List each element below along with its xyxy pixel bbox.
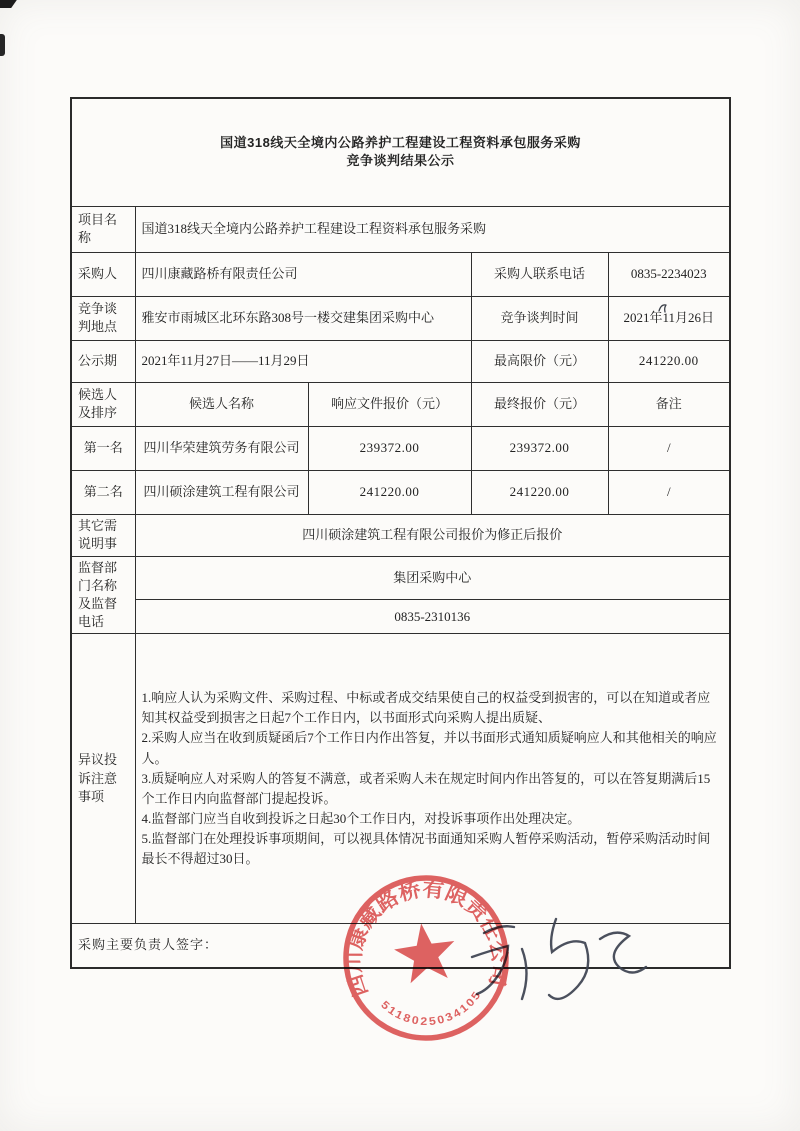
objection-item-2: 2.采购人应当在收到质疑函后7个工作日内作出答复，并以书面形式通知质疑响应人和其他相关的响应人。 — [141, 730, 717, 766]
negotiation-row — [71, 296, 730, 340]
negotiation-time-label: 竞争谈判时间 — [471, 296, 608, 340]
negotiation-time-text: 2021年11月26日 — [623, 309, 715, 325]
candidate-1-doc-price: 239372.00 — [308, 426, 471, 470]
company-seal-stamp — [310, 842, 542, 1074]
other-notes-value: 四川硕涂建筑工程有限公司报价为修正后报价 — [135, 514, 730, 556]
publicity-period-label: 公示期 — [71, 340, 135, 382]
candidate-name-header: 候选人名称 — [135, 382, 308, 426]
candidate-1-rank: 第一名 — [71, 426, 135, 470]
objection-item-3: 3.质疑响应人对采购人的答复不满意，或者采购人未在规定时间内作出答复的，可以在答复期满后15个工作日内向监督部门提起投诉。 — [141, 770, 711, 806]
candidate-1-remark: / — [608, 426, 730, 470]
candidate-2-doc-price: 241220.00 — [308, 470, 471, 514]
purchaser-row — [71, 252, 730, 296]
candidate-row-2 — [71, 470, 730, 514]
candidates-header-row — [71, 382, 730, 426]
negotiation-time-value — [608, 296, 730, 340]
max-price-label: 最高限价（元） — [471, 340, 608, 382]
max-price-value: 241220.00 — [608, 340, 730, 382]
other-notes-row — [71, 514, 730, 556]
title-line-1: 国道318线天全境内公路养护工程建设工程资料承包服务采购 — [220, 135, 581, 151]
procurement-result-table — [70, 97, 731, 969]
document-title — [71, 98, 730, 206]
candidate-1-name: 四川华荣建筑劳务有限公司 — [135, 426, 308, 470]
seal-star-icon — [391, 919, 459, 985]
scan-artifact-corner — [0, 0, 17, 8]
seal-number-text: 5118025034105 — [378, 988, 484, 1029]
candidate-row-1 — [71, 426, 730, 470]
candidate-2-name: 四川硕涂建筑工程有限公司 — [135, 470, 308, 514]
purchaser-phone-value: 0835-2234023 — [608, 252, 730, 296]
negotiation-place-label: 竞争谈判地点 — [71, 296, 135, 340]
supervision-name-value: 集团采购中心 — [135, 556, 730, 600]
objection-item-5: 5.监督部门在处理投诉事项期间，可以视具体情况书面通知采购人暂停采购活动，暂停采购活动时间最长不得超过30日。 — [141, 831, 711, 867]
publicity-period-value: 2021年11月27日——11月29日 — [135, 340, 471, 382]
other-notes-label: 其它需说明事 — [71, 514, 135, 556]
title-line-2: 竞争谈判结果公示 — [346, 153, 455, 169]
objection-item-4: 4.监督部门应当自收到投诉之日起30个工作日内，对投诉事项作出处理决定。 — [141, 810, 581, 826]
supervision-label: 监督部门名称及监督电话 — [71, 556, 135, 634]
candidate-2-final-price: 241220.00 — [471, 470, 608, 514]
candidate-1-final-price: 239372.00 — [471, 426, 608, 470]
title-row — [71, 98, 730, 206]
candidates-label: 候选人及排序 — [71, 382, 135, 426]
candidate-2-rank: 第二名 — [71, 470, 135, 514]
project-name-row — [71, 206, 730, 252]
purchaser-label: 采购人 — [71, 252, 135, 296]
supervision-phone-value: 0835-2310136 — [135, 600, 730, 634]
seal-company-text: 四川康藏路桥有限责任公司 — [343, 878, 511, 1000]
supervision-row-1 — [71, 556, 730, 600]
supervision-row-2 — [71, 600, 730, 634]
candidate-2-remark: / — [608, 470, 730, 514]
remark-header: 备注 — [608, 382, 730, 426]
doc-price-header: 响应文件报价（元） — [308, 382, 471, 426]
negotiation-place-value: 雅安市雨城区北环东路308号一楼交建集团采购中心 — [135, 296, 471, 340]
objection-label: 异议投诉注意事项 — [71, 634, 135, 924]
objection-item-1: 1.响应人认为采购文件、采购过程、中标或者成交结果使自己的权益受到损害的，可以在知道或者应知其权益受到损害之日起7个工作日内，以书面形式向采购人提出质疑、 — [141, 690, 711, 726]
final-price-header: 最终报价（元） — [471, 382, 608, 426]
scan-artifact-edge — [0, 34, 5, 56]
signature-label: 采购主要负责人签字： — [71, 924, 730, 968]
project-name-value: 国道318线天全境内公路养护工程建设工程资料承包服务采购 — [135, 206, 730, 252]
project-name-label: 项目名称 — [71, 206, 135, 252]
handwritten-tick-mark — [657, 302, 669, 314]
purchaser-phone-label: 采购人联系电话 — [471, 252, 608, 296]
purchaser-value: 四川康藏路桥有限责任公司 — [135, 252, 471, 296]
publicity-row — [71, 340, 730, 382]
